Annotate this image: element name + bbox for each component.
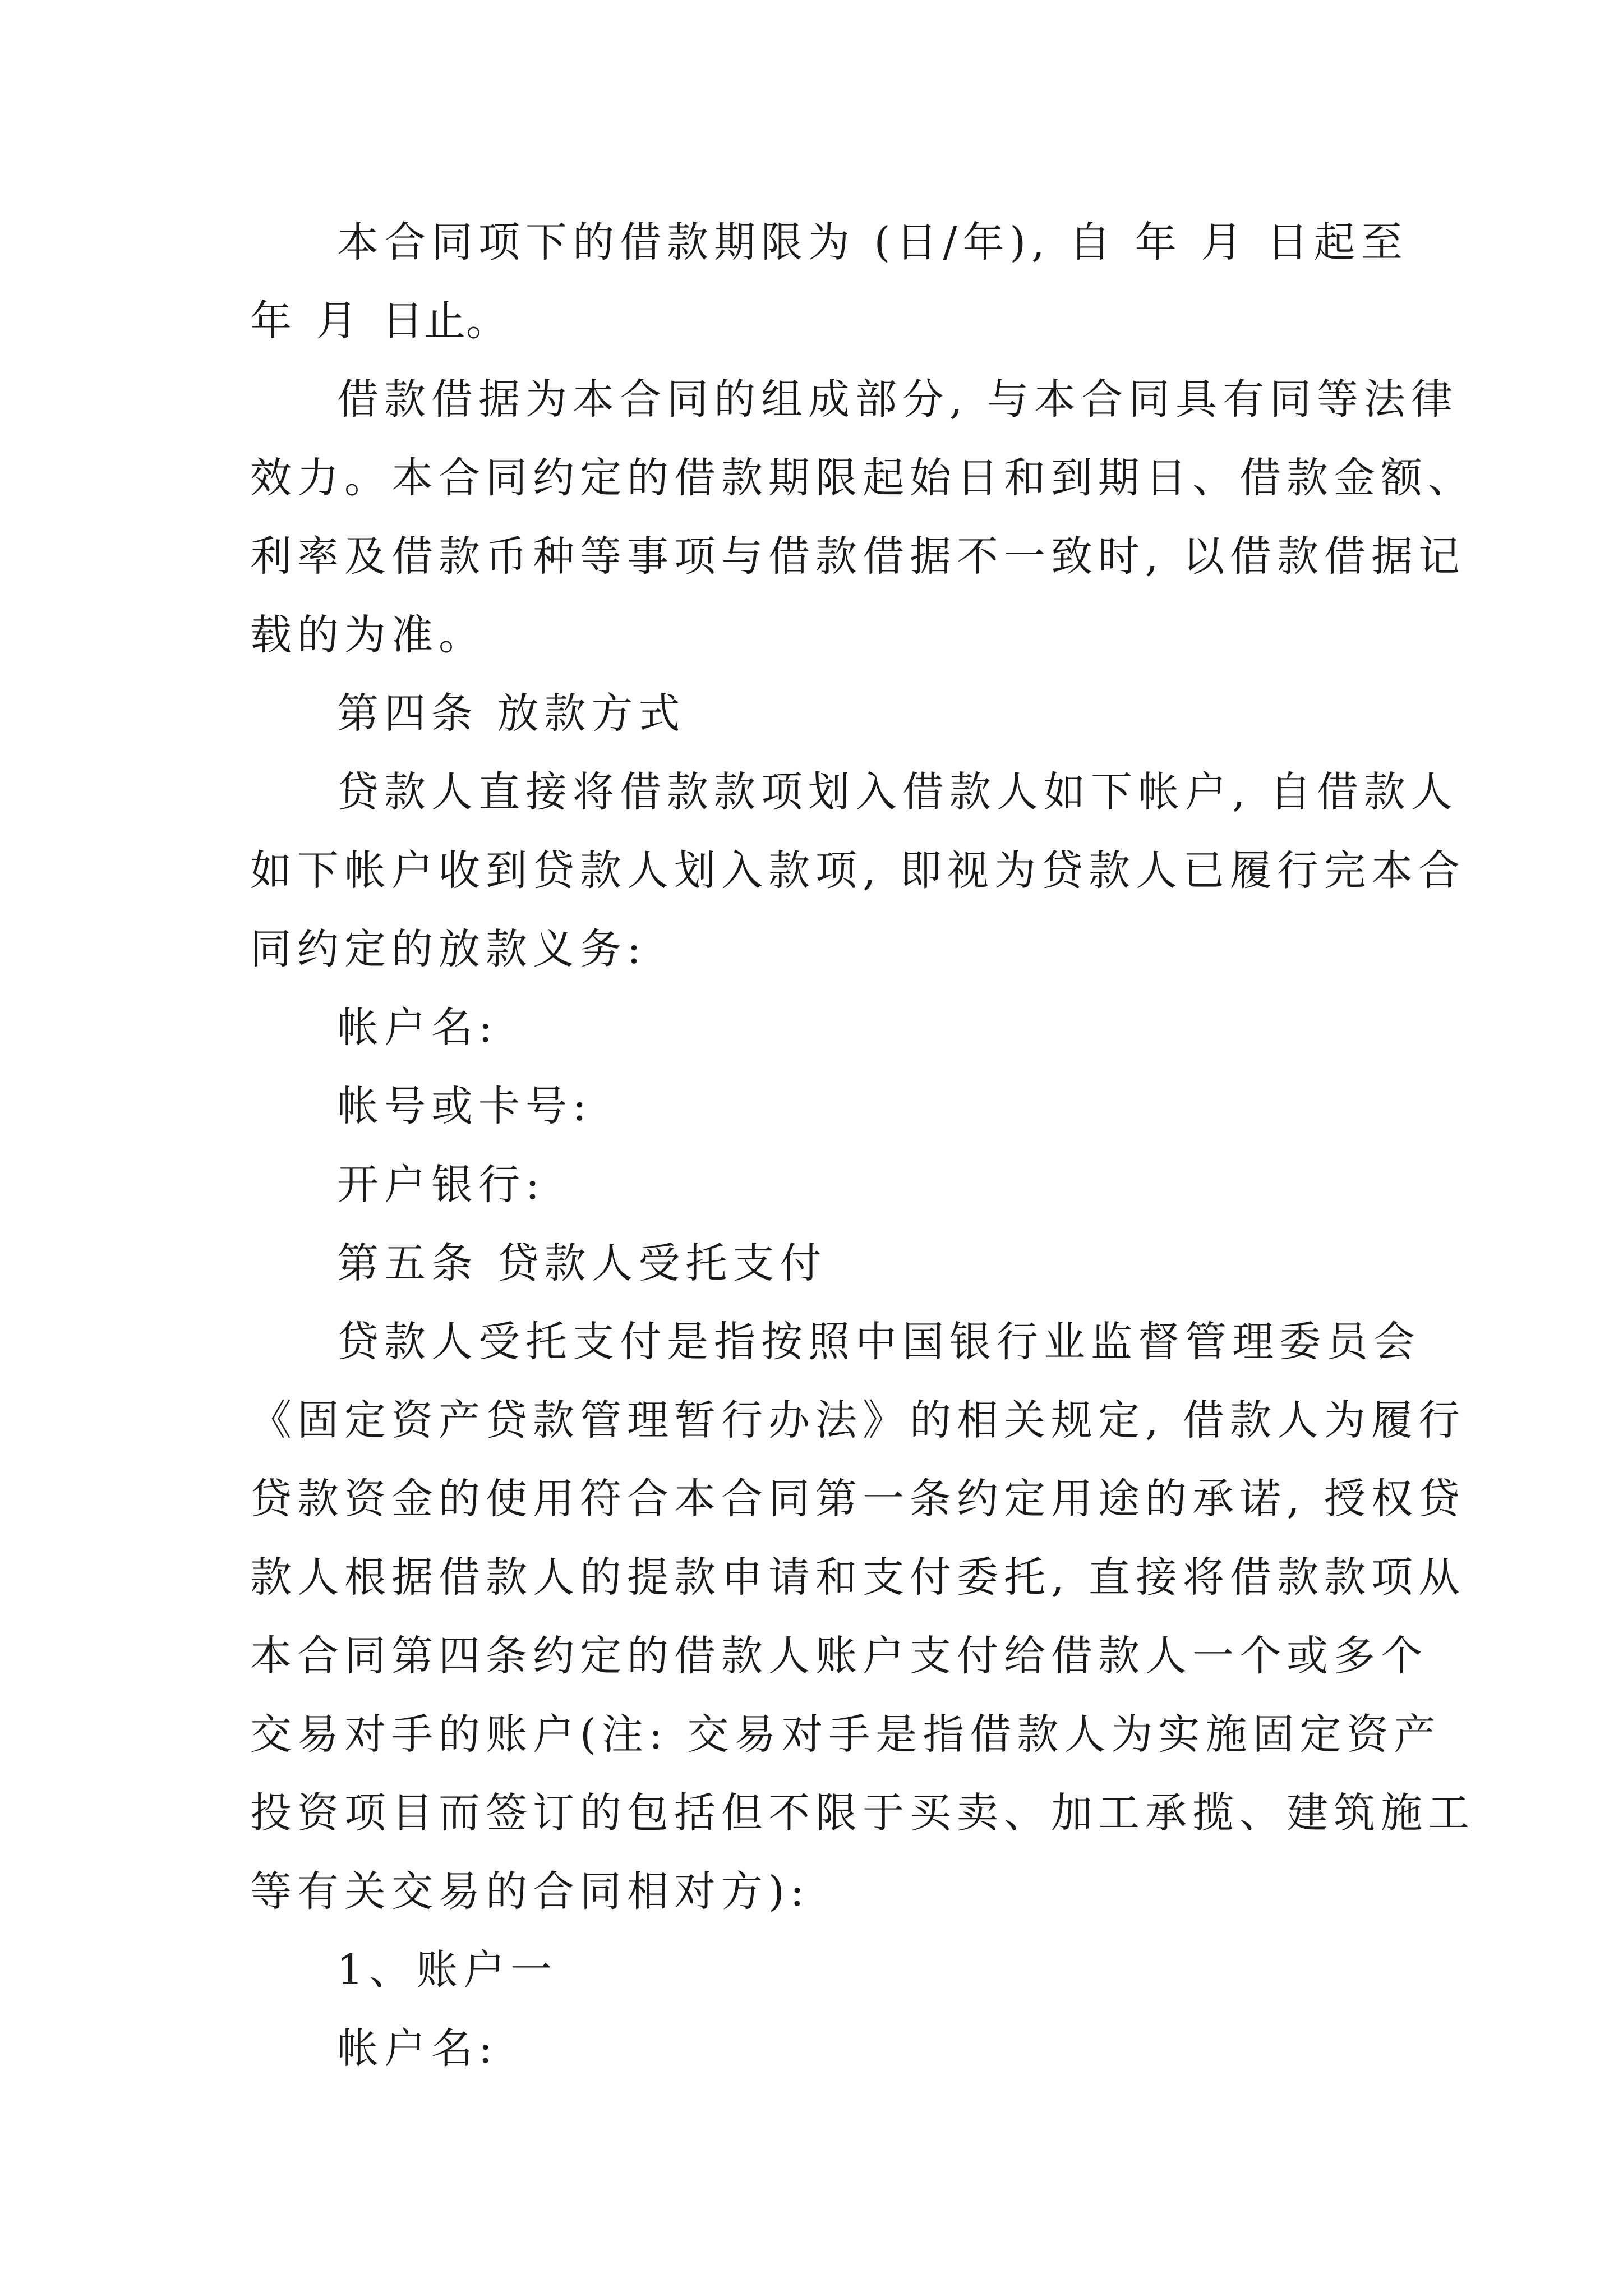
text-line: 载的为准。 (250, 611, 486, 659)
text-line: 效力。本合同约定的借款期限起始日和到期日、借款金额、 (250, 454, 1475, 502)
text-line: 《固定资产贷款管理暂行办法》的相关规定, 借款人为履行 (250, 1396, 1466, 1444)
section-heading: 第五条 贷款人受托支付 (337, 1239, 827, 1287)
field-label: 开户银行: (337, 1161, 545, 1209)
field-label: 帐号或卡号: (337, 1082, 592, 1130)
text-line: 贷款人直接将借款款项划入借款人如下帐户, 自借款人 (337, 768, 1459, 816)
text-line: 本合同第四条约定的借款人账户支付给借款人一个或多个 (250, 1632, 1428, 1680)
text-line: 借款借据为本合同的组成部分, 与本合同具有同等法律 (337, 375, 1459, 424)
text-line: 款人根据借款人的提款申请和支付委托, 直接将借款款项从 (250, 1553, 1466, 1602)
list-item-heading: 1、账户一 (337, 1946, 558, 1994)
text-line: 同约定的放款义务: (250, 925, 647, 973)
text-line: 本合同项下的借款期限为 (日/年), 自 年 月 日起至 (337, 218, 1408, 266)
text-line: 年 月 日止。 (250, 297, 509, 345)
text-line: 贷款资金的使用符合本合同第一条约定用途的承诺, 授权贷 (250, 1475, 1466, 1523)
text-line: 如下帐户收到贷款人划入款项, 即视为贷款人已履行完本合 (250, 846, 1466, 895)
text-line: 交易对手的账户(注: 交易对手是指借款人为实施固定资产 (250, 1710, 1441, 1759)
section-heading: 第四条 放款方式 (337, 689, 686, 738)
text-line: 贷款人受托支付是指按照中国银行业监督管理委员会 (337, 1318, 1421, 1366)
field-label: 帐户名: (337, 2024, 498, 2073)
text-line: 利率及借款币种等事项与借款借据不一致时, 以借款借据记 (250, 532, 1466, 581)
field-label: 帐户名: (337, 1004, 498, 1052)
text-line: 投资项目而签订的包括但不限于买卖、加工承揽、建筑施工 (250, 1789, 1475, 1837)
text-line: 等有关交易的合同相对方): (250, 1867, 810, 1916)
